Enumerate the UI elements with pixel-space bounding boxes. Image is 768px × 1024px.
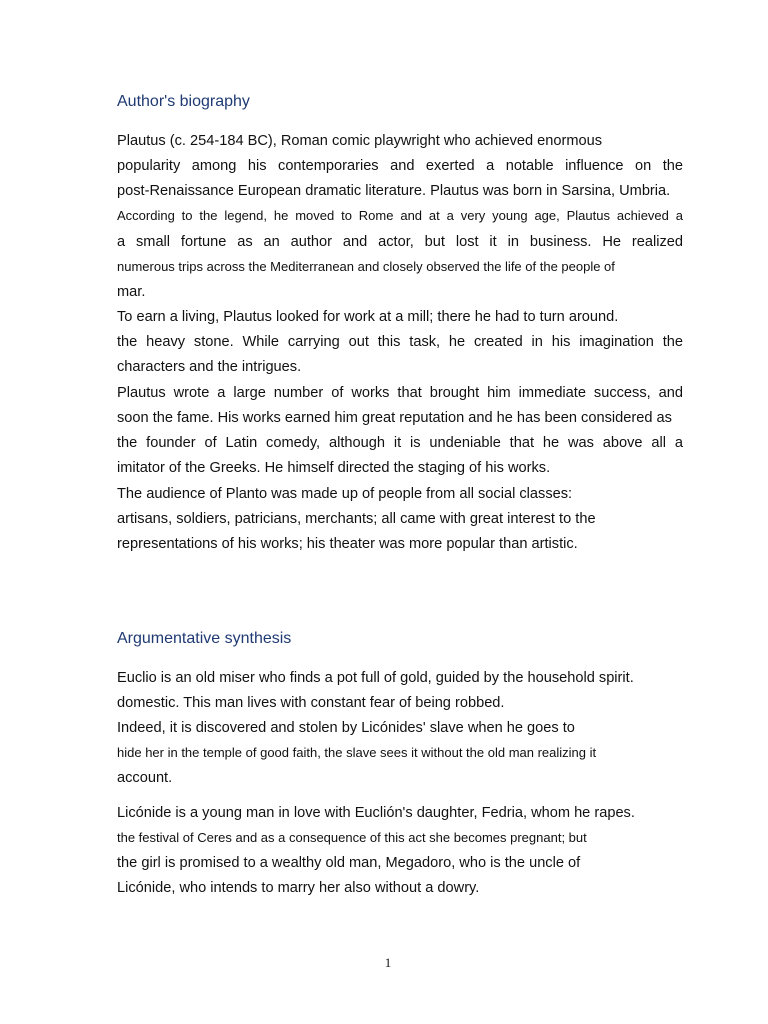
paragraph-line: a small fortune as an author and actor, but lost it in business. He realized [117,234,683,250]
paragraph-line: The audience of Planto was made up of people from all social classes: [117,486,573,502]
paragraph-line: imitator of the Greeks. He himself directed the staging of his works. [117,460,551,476]
paragraph-line: account. [117,770,173,786]
paragraph-line: the heavy stone. While carrying out this task, he created in his imagination the [117,334,683,350]
paragraph-line: the girl is promised to a wealthy old man, Megadoro, who is the uncle of [117,855,581,871]
paragraph-line: representations of his works; his theater was more popular than artistic. [117,536,578,552]
paragraph-line: soon the fame. His works earned him great reputation and he has been considered as [117,410,672,426]
paragraph-line: post-Renaissance European dramatic literature. Plautus was born in Sarsina, Umbria. [117,183,671,199]
paragraph-line: characters and the intrigues. [117,359,302,375]
paragraph-line: Indeed, it is discovered and stolen by Licónides' slave when he goes to [117,720,575,736]
paragraph-line: hide her in the temple of good faith, the slave sees it without the old man realizing it [117,745,597,760]
paragraph-line: Plautus wrote a large number of works that brought him immediate success, and [117,385,683,401]
paragraph-line: Euclio is an old miser who finds a pot full of gold, guided by the household spirit. [117,670,634,686]
paragraph-line: popularity among his contemporaries and exerted a notable influence on the [117,158,683,174]
paragraph-line: artisans, soldiers, patricians, merchants; all came with great interest to the [117,511,596,527]
paragraph-line: domestic. This man lives with constant fear of being robbed. [117,695,505,711]
paragraph-line: According to the legend, he moved to Rome and at a very young age, Plautus achieved a [117,208,683,223]
paragraph-line: Licónide is a young man in love with Euclión's daughter, Fedria, whom he rapes. [117,805,635,821]
section-heading-synthesis: Argumentative synthesis [117,630,292,647]
section-heading-biography: Author's biography [117,93,250,110]
paragraph-line: Licónide, who intends to marry her also without a dowry. [117,880,480,896]
paragraph-line: the festival of Ceres and as a consequence of this act she becomes pregnant; but [117,830,587,845]
paragraph-line: To earn a living, Plautus looked for work at a mill; there he had to turn around. [117,309,619,325]
paragraph-line: mar. [117,284,146,300]
page-number: 1 [384,955,392,970]
paragraph-line: Plautus (c. 254-184 BC), Roman comic playwright who achieved enormous [117,133,603,149]
paragraph-line: the founder of Latin comedy, although it is undeniable that he was above all a [117,435,683,451]
paragraph-line: numerous trips across the Mediterranean and closely observed the life of the people of [117,259,615,274]
